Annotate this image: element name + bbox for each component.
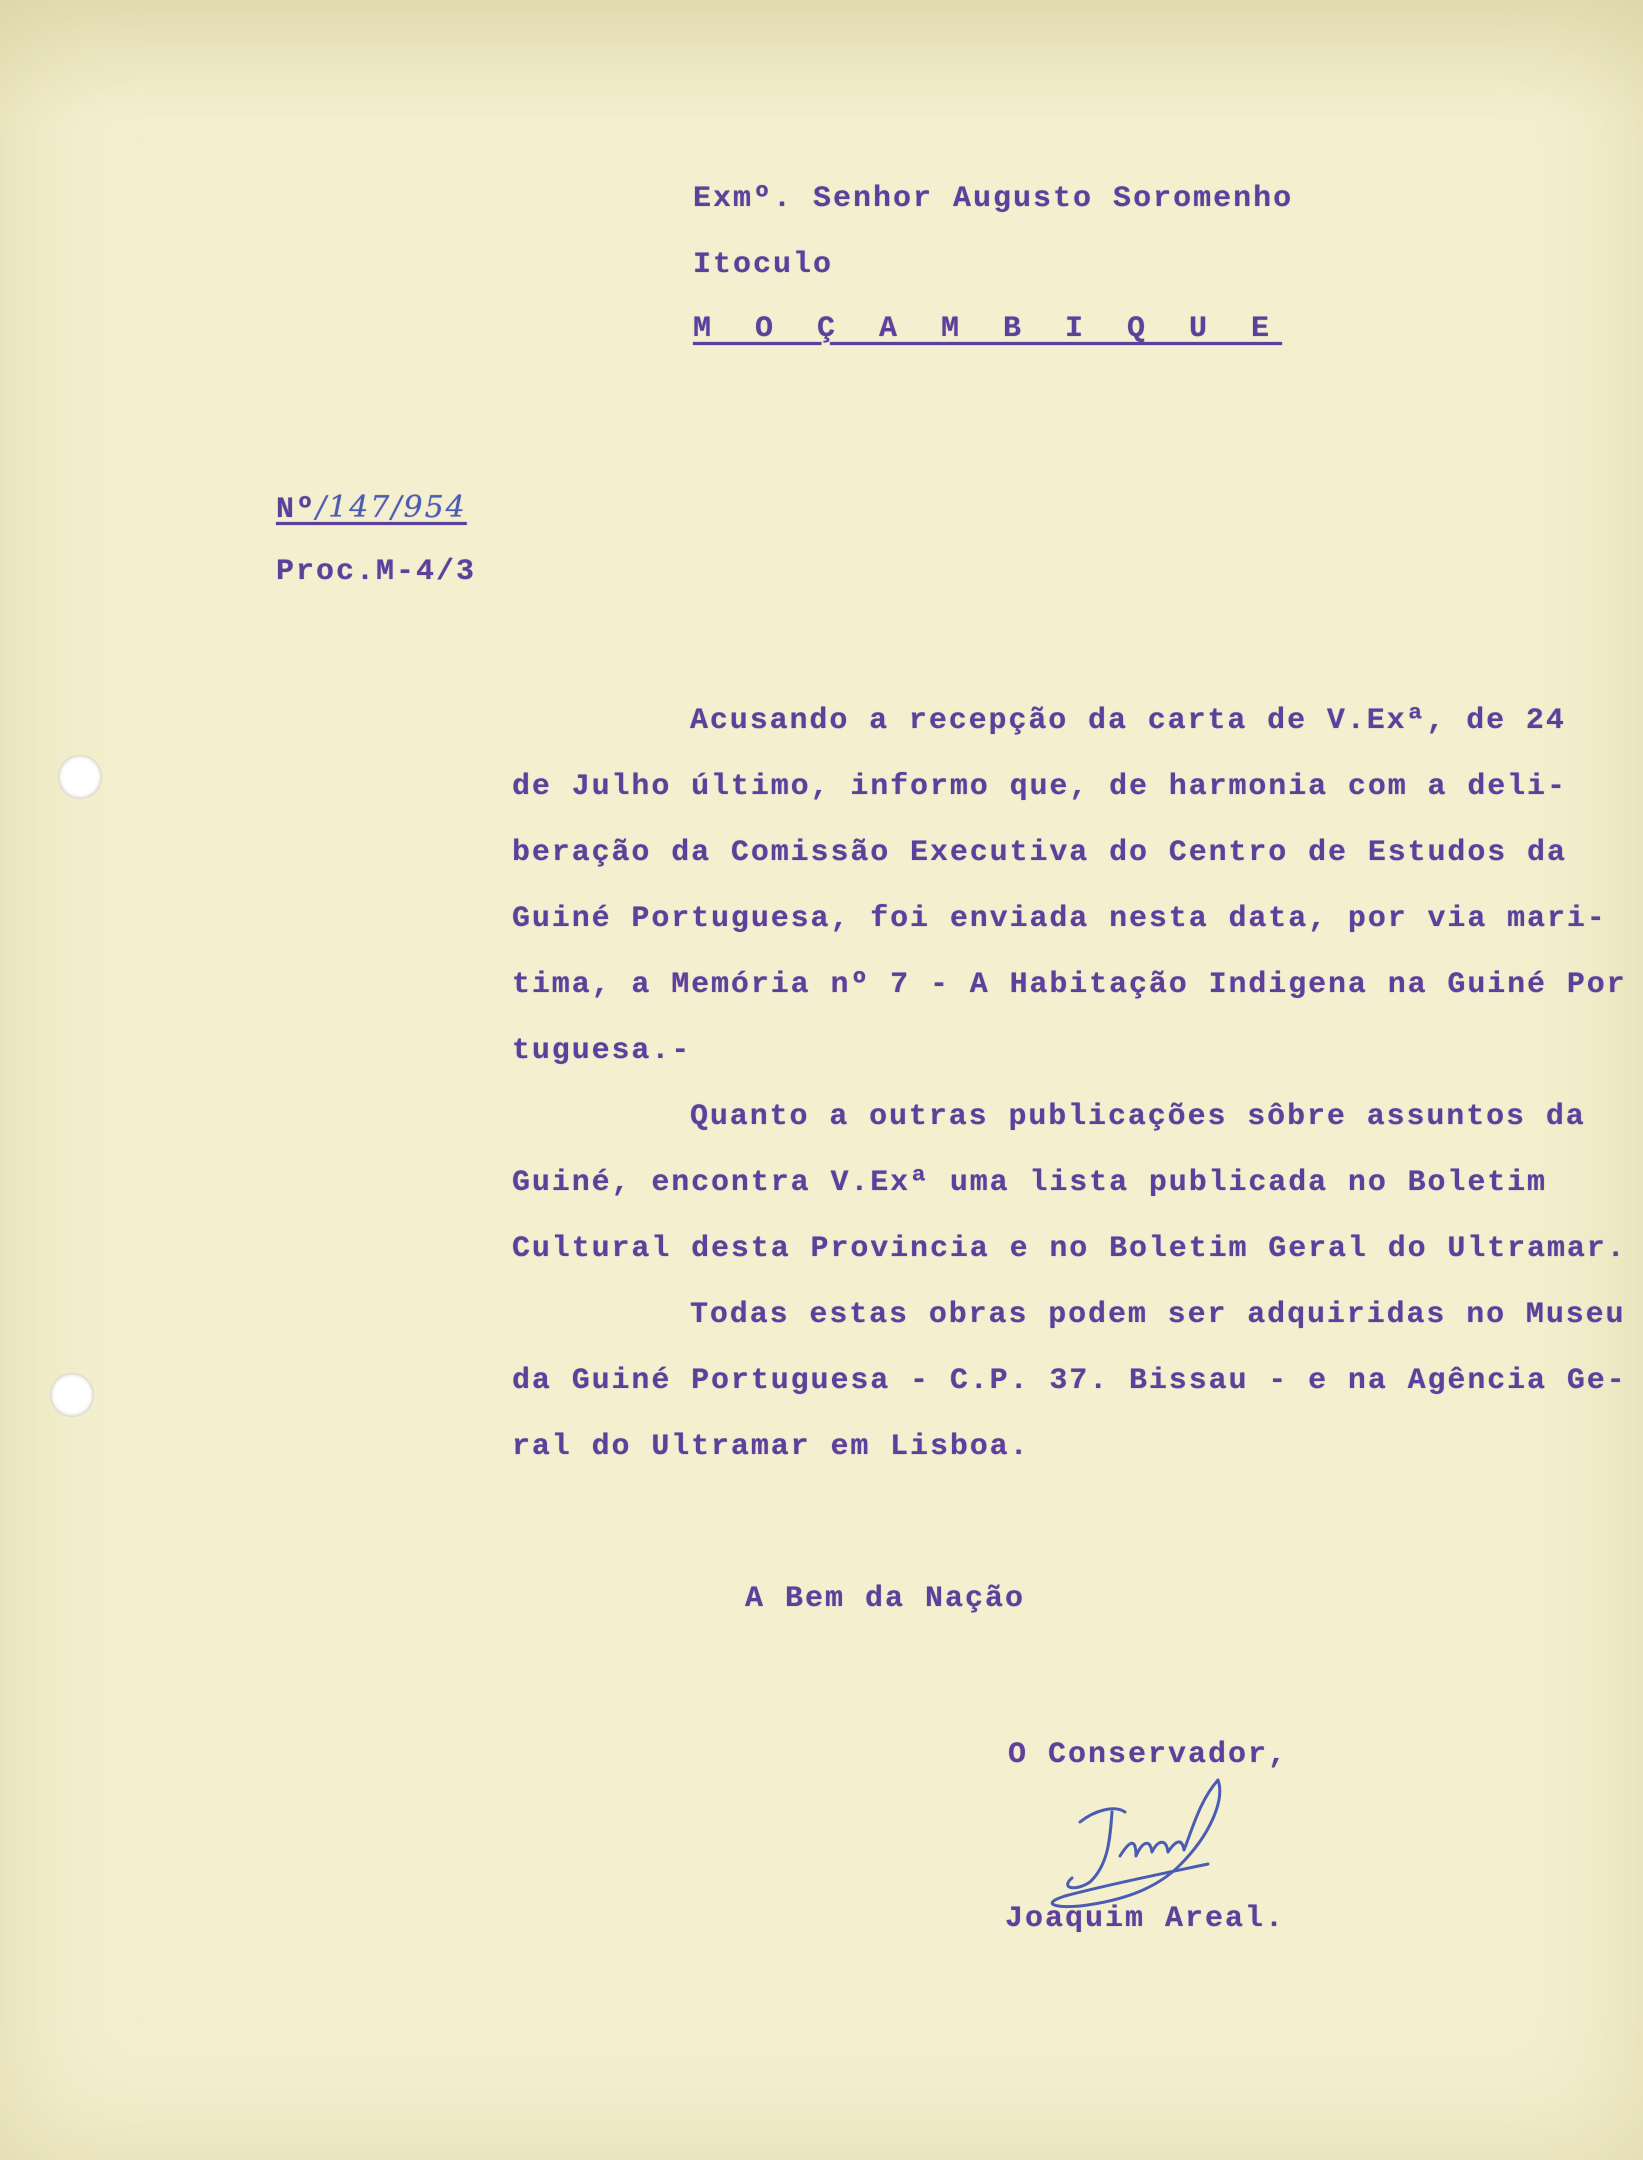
reference-number-prefix: Nº	[276, 493, 317, 527]
handwritten-signature	[1020, 1760, 1260, 1910]
body-line: Guiné Portuguesa, foi enviada nesta data, por via mari-	[512, 902, 1607, 936]
body-line: Cultural desta Provincia e no Boletim Geral do Ultramar.	[512, 1232, 1627, 1266]
body-line: Quanto a outras publicações sôbre assuntos da	[690, 1100, 1586, 1134]
body-line: Guiné, encontra V.Exª uma lista publicada no Boletim	[512, 1166, 1547, 1200]
process-reference: Proc.M-4/3	[276, 555, 477, 589]
punch-hole	[58, 755, 102, 799]
body-line: Todas estas obras podem ser adquiridas no Museu	[690, 1298, 1626, 1332]
body-line: da Guiné Portuguesa - C.P. 37. Bissau - e na Agência Ge-	[512, 1364, 1627, 1398]
recipient-country: M O Ç A M B I Q U E	[693, 312, 1283, 346]
letter-body	[512, 688, 1627, 1480]
closing-salutation: A Bem da Nação	[745, 1582, 1026, 1616]
reference-number	[276, 490, 467, 527]
body-line: Acusando a recepção da carta de V.Exª, de 24	[690, 704, 1566, 738]
signer-name: Joaquim Areal.	[1005, 1902, 1286, 1936]
body-line: ral do Ultramar em Lisboa.	[512, 1430, 1030, 1464]
reference-number-handwritten: /147/954	[316, 490, 467, 525]
signer-role: O Conservador,	[1008, 1738, 1289, 1772]
body-line: beração da Comissão Executiva do Centro de Estudos da	[512, 836, 1567, 870]
body-line: tima, a Memória nº 7 - A Habitação Indigena na Guiné Por	[512, 968, 1627, 1002]
body-line: de Julho último, informo que, de harmonia com a deli-	[512, 770, 1567, 804]
punch-hole	[50, 1373, 94, 1417]
recipient-city: Itoculo	[693, 248, 834, 282]
body-line: tuguesa.-	[512, 1034, 692, 1068]
recipient-name: Exmº. Senhor Augusto Soromenho	[693, 182, 1294, 216]
